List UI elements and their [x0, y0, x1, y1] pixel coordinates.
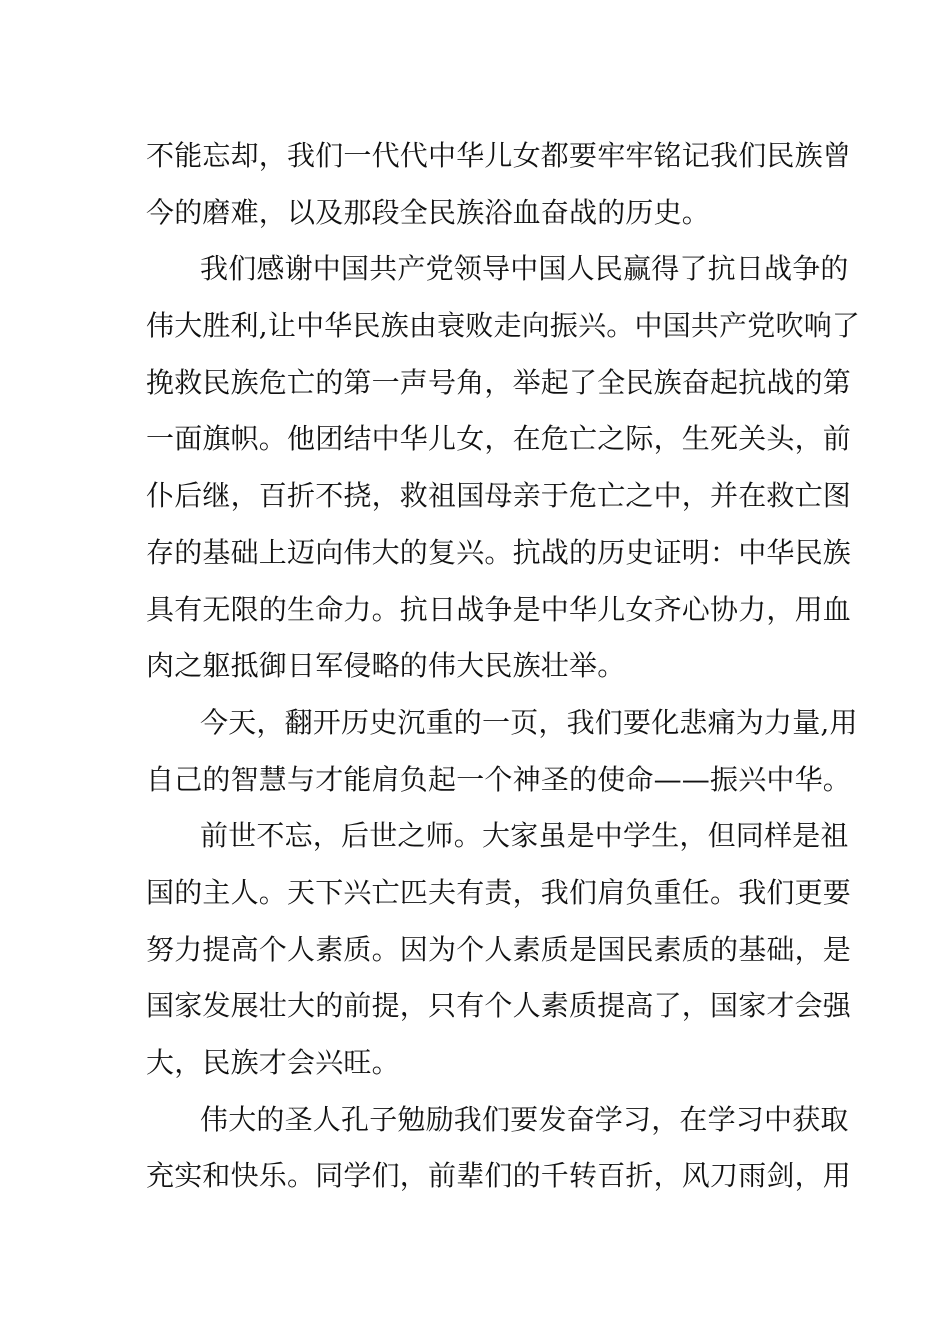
text-line: 大，民族才会兴旺。	[146, 1046, 400, 1079]
text-line: 挽救民族危亡的第一声号角，举起了全民族奋起抗战的第	[146, 365, 852, 399]
text-line: 我们感谢中国共产党领导中国人民赢得了抗日战争的	[200, 252, 849, 286]
text-line: 具有无限的生命力。抗日战争是中华儿女齐心协力，用血	[146, 592, 852, 626]
text-line: 伟大的圣人孔子勉励我们要发奋学习，在学习中获取	[200, 1102, 849, 1136]
text-line: 努力提高个人素质。因为个人素质是国民素质的基础，是	[146, 932, 852, 966]
text-line: 一面旗帜。他团结中华儿女，在危亡之际，生死关头，前	[146, 422, 852, 456]
text-line: 国的主人。天下兴亡匹夫有责，我们肩负重任。我们更要	[146, 875, 852, 909]
text-line: 国家发展壮大的前提，只有个人素质提高了，国家才会强	[146, 989, 852, 1023]
text-line: 不能忘却，我们一代代中华儿女都要牢牢铭记我们民族曾	[146, 139, 852, 172]
text-line: 充实和快乐。同学们，前辈们的千转百折，风刀雨剑，用	[146, 1159, 852, 1193]
text-line: 今的磨难，以及那段全民族浴血奋战的历史。	[146, 195, 711, 229]
text-line: 自己的智慧与才能肩负起一个神圣的使命——振兴中华。	[146, 762, 852, 796]
text-line: 存的基础上迈向伟大的复兴。抗战的历史证明：中华民族	[146, 535, 852, 569]
text-line: 仆后继，百折不挠，救祖国母亲于危亡之中，并在救亡图	[146, 479, 852, 513]
text-line: 今天，翻开历史沉重的一页，我们要化悲痛为力量,用	[200, 705, 858, 739]
text-line: 肉之躯抵御日军侵略的伟大民族壮举。	[146, 649, 626, 683]
text-line: 伟大胜利,让中华民族由衰败走向振兴。中国共产党吹响了	[146, 309, 861, 343]
text-line: 前世不忘，后世之师。大家虽是中学生，但同样是祖	[200, 819, 849, 853]
document-body	[146, 128, 861, 1205]
